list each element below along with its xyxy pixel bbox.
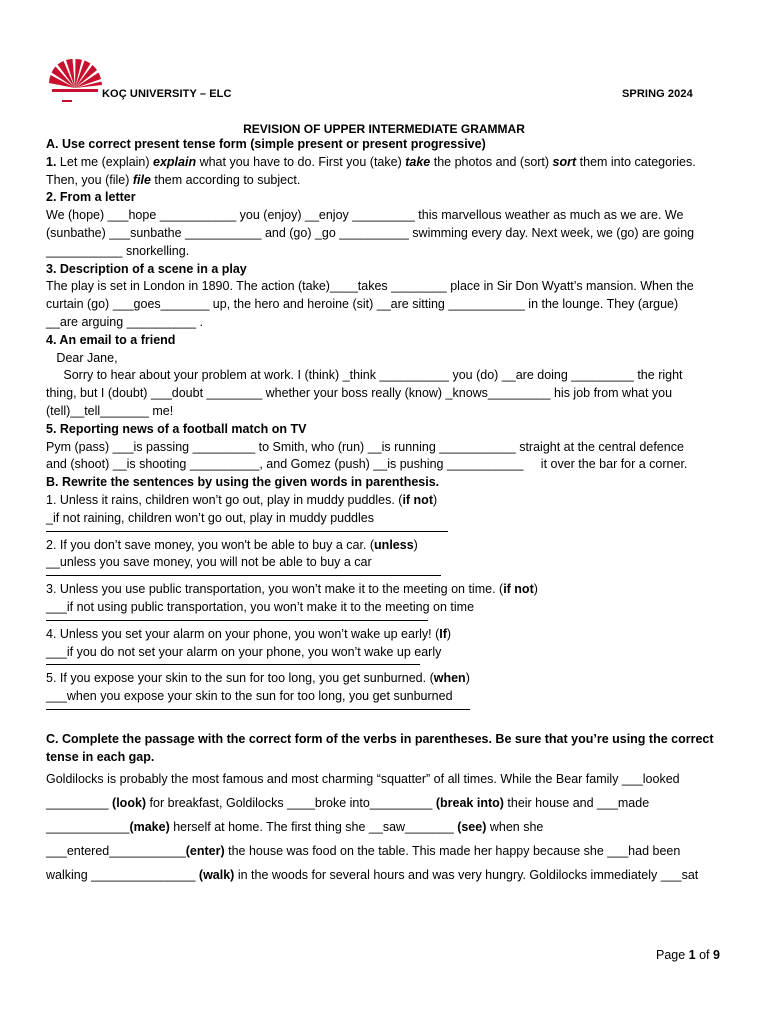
exercise-a4-heading: 4. An email to a friend <box>46 332 176 347</box>
passage-line: walking _______________ (walk) in the woods for several hours and was very hungry. Goldilocks immediately ___sat <box>46 867 699 882</box>
answer-line <box>46 620 428 621</box>
exercise-a5-heading: 5. Reporting news of a football match on TV <box>46 421 307 436</box>
section-b-heading: B. Rewrite the sentences by using the given words in parenthesis. <box>46 475 440 490</box>
exercise-a5-line: and (shoot) __is shooting __________, and Gomez (push) __is pushing ___________ it over the bar for a corner. <box>46 457 688 472</box>
exercise-a4-line: thing, but I (doubt) ___doubt ________ whether your boss really (know) _knows_________ his job from what you <box>46 386 673 401</box>
institution-name: KOÇ UNIVERSITY – ELC <box>102 88 232 100</box>
rewrite-answer: ___if you do not set your alarm on your phone, you won’t wake up early <box>46 644 442 659</box>
exercise-a3-line: curtain (go) ___goes_______ up, the hero and heroine (sit) __are sitting ___________ in the lounge. They (argue) <box>46 297 679 312</box>
exercise-a2-heading: 2. From a letter <box>46 190 136 205</box>
exercise-a3-line: __are arguing __________ . <box>46 314 204 329</box>
answer-line <box>46 531 448 532</box>
answer-line <box>46 664 420 665</box>
answer-line <box>46 709 470 710</box>
rewrite-question: 4. Unless you set your alarm on your phone, you won’t wake up early! (If) <box>46 626 452 641</box>
koc-university-fan-logo <box>46 58 104 104</box>
passage-line: Goldilocks is probably the most famous and most charming “squatter” of all times. While the Bear family ___looked <box>46 771 680 786</box>
section-a-heading: A. Use correct present tense form (simple present or present progressive) <box>46 137 486 151</box>
rewrite-question: 5. If you expose your skin to the sun for too long, you get sunburned. (when) <box>46 671 470 686</box>
passage-line: ___entered___________(enter) the house was food on the table. This made her happy because she ___had been <box>46 843 681 858</box>
exercise-a4-line: (tell)__tell_______ me! <box>46 403 174 418</box>
worksheet-body <box>46 136 726 887</box>
exercise-a3-line: The play is set in London in 1890. The action (take)____takes ________ place in Sir Don Wyatt’s mansion. When the <box>46 279 694 294</box>
exercise-a4-line: Sorry to hear about your problem at work. I (think) _think __________ you (do) __are doing _________ the right <box>46 368 683 383</box>
exercise-a2-line: We (hope) ___hope ___________ you (enjoy) __enjoy _________ this marvellous weather as much as we are. We <box>46 208 684 223</box>
rewrite-question: 2. If you don’t save money, you won't be able to buy a car. (unless) <box>46 537 418 552</box>
rewrite-answer: _if not raining, children won’t go out, play in muddy puddles <box>46 510 374 525</box>
worksheet-title: REVISION OF UPPER INTERMEDIATE GRAMMAR <box>243 122 525 136</box>
page-number: Page 1 of 9 <box>656 948 720 962</box>
passage-line: ____________(make) herself at home. The first thing she __saw_______ (see) when she <box>46 819 544 834</box>
passage-line: _________ (look) for breakfast, Goldilocks ____broke into_________ (break into) their house and ___made <box>46 795 650 810</box>
exercise-a2-line: ___________ snorkelling. <box>46 243 190 258</box>
rewrite-answer: ___when you expose your skin to the sun for too long, you get sunburned <box>46 689 453 704</box>
rewrite-answer: __unless you save money, you will not be able to buy a car <box>46 555 372 570</box>
exercise-a3-heading: 3. Description of a scene in a play <box>46 261 247 276</box>
term-label: SPRING 2024 <box>622 88 693 100</box>
exercise-a1-cont: Then, you (file) file them according to subject. <box>46 172 301 187</box>
answer-line <box>46 575 441 576</box>
rewrite-question: 3. Unless you use public transportation, you won’t make it to the meeting on time. (if not) <box>46 582 538 597</box>
exercise-a1: 1. Let me (explain) explain what you have to do. First you (take) take the photos and (sort) sort them into categories. <box>46 154 696 169</box>
exercise-a5-line: Pym (pass) ___is passing _________ to Smith, who (run) __is running ___________ straight at the central defence <box>46 439 684 454</box>
exercise-a2-line: (sunbathe) ___sunbathe ___________ and (go) _go __________ swimming every day. Next week, we (go) are going <box>46 225 695 240</box>
rewrite-question: 1. Unless it rains, children won’t go out, play in muddy puddles. (if not) <box>46 492 438 507</box>
exercise-a4-line: Dear Jane, <box>46 350 118 365</box>
rewrite-answer: ___if not using public transportation, you won’t make it to the meeting on time <box>46 599 475 614</box>
section-c-heading: C. Complete the passage with the correct form of the verbs in parentheses. Be sure that you’re using the correct tense in each gap. <box>46 731 714 764</box>
